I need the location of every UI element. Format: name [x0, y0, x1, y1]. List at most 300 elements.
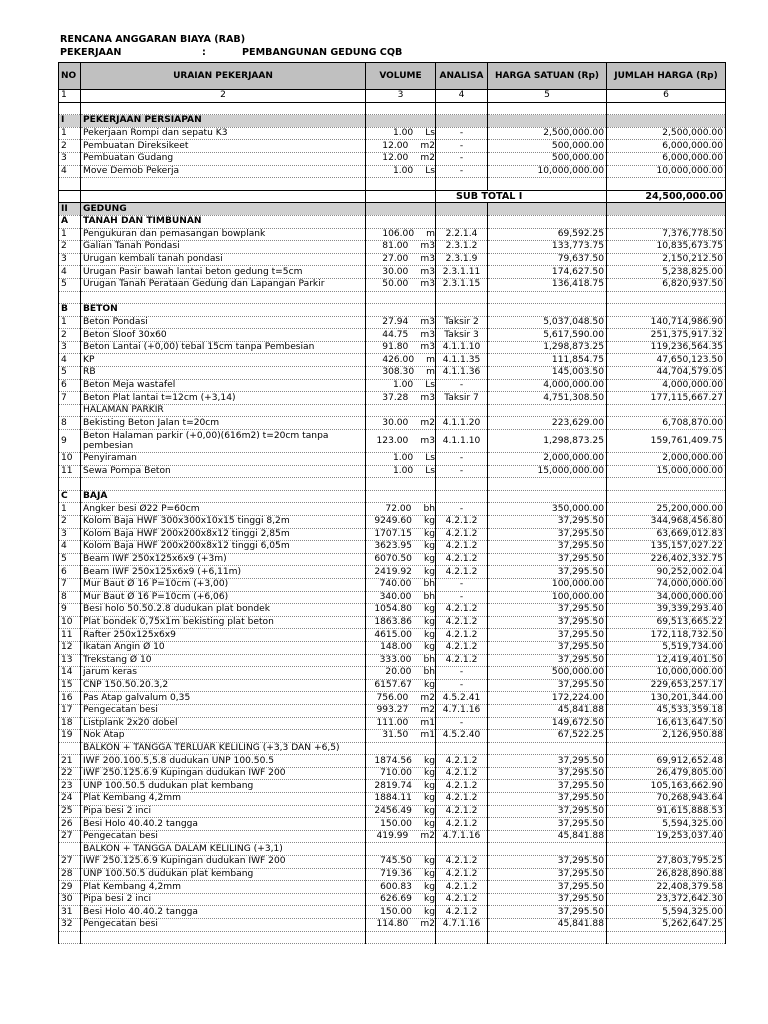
item-unit: m2 [420, 417, 435, 428]
item-volume [366, 341, 436, 354]
item-volume [366, 316, 436, 329]
item-unit: kg [423, 856, 435, 867]
item-unit: m3 [420, 254, 435, 265]
item-harga-satuan: 37,295.50 [488, 868, 607, 881]
table-row [59, 430, 726, 453]
item-analisa: 4.7.1.16 [436, 919, 488, 932]
item-desc: Beton Halaman parkir (+0,00)(616m2) t=20cm tanpa pembesian [81, 430, 366, 453]
item-desc: Beton Meja wastafel [81, 379, 366, 392]
table-row [59, 830, 726, 843]
item-unit: m2 [420, 153, 435, 164]
item-harga-satuan [488, 742, 607, 755]
item-volume-value: 27.00 [382, 254, 409, 265]
item-unit: m3 [420, 241, 435, 252]
item-jumlah-harga: 26,828,890.88 [607, 868, 726, 881]
item-unit: kg [423, 818, 435, 829]
header-jumlah-harga: JUMLAH HARGA (Rp) [607, 63, 726, 90]
section-empty-cell [607, 215, 726, 228]
item-no: 17 [59, 704, 81, 717]
item-volume [366, 679, 436, 692]
item-volume [366, 392, 436, 405]
item-harga-satuan: 45,841.88 [488, 704, 607, 717]
colnum-4: 4 [436, 90, 488, 103]
item-unit: m [426, 367, 435, 378]
item-volume-value: 756.00 [376, 692, 409, 703]
item-desc: Pipa besi 2 inci [81, 805, 366, 818]
section-empty-cell [607, 115, 726, 128]
item-harga-satuan: 133,773.75 [488, 241, 607, 254]
item-no: 14 [59, 667, 81, 680]
item-unit: Ls [425, 453, 435, 464]
table-row [59, 679, 726, 692]
section-title: TANAH DAN TIMBUNAN [81, 215, 366, 228]
colnum-3: 3 [366, 90, 436, 103]
item-harga-satuan [488, 843, 607, 856]
item-no: 8 [59, 591, 81, 604]
item-desc: Trekstang Ø 10 [81, 654, 366, 667]
item-no: 29 [59, 881, 81, 894]
item-volume-value: 12.00 [382, 153, 409, 164]
item-jumlah-harga: 5,262,647.25 [607, 919, 726, 932]
rab-table [58, 62, 726, 944]
item-desc: Plat Kembang 4,2mm [81, 793, 366, 806]
subtotal-label: SUB TOTAL I [436, 190, 607, 203]
item-analisa [436, 843, 488, 856]
section-empty-cell [436, 215, 488, 228]
item-unit: m3 [420, 435, 435, 446]
item-unit: kg [423, 793, 435, 804]
item-no: 10 [59, 453, 81, 466]
colnum-2: 2 [81, 90, 366, 103]
item-volume [366, 704, 436, 717]
item-harga-satuan: 500,000.00 [488, 140, 607, 153]
item-volume [366, 893, 436, 906]
table-row [59, 553, 726, 566]
item-jumlah-harga: 25,200,000.00 [607, 503, 726, 516]
table-row [59, 516, 726, 529]
item-no: 27 [59, 856, 81, 869]
pekerjaan-line [60, 47, 403, 58]
blank-cell [607, 102, 726, 115]
item-desc: Pengecatan besi [81, 919, 366, 932]
item-volume [366, 767, 436, 780]
item-desc: Pembuatan Gudang [81, 152, 366, 165]
blank-cell [607, 291, 726, 304]
item-harga-satuan: 67,522.25 [488, 730, 607, 743]
blank-cell [366, 291, 436, 304]
item-volume-value: 719.36 [380, 868, 412, 879]
item-analisa [436, 404, 488, 417]
item-volume [366, 717, 436, 730]
blank-row [59, 478, 726, 491]
item-volume [366, 241, 436, 254]
blank-cell [607, 931, 726, 944]
item-volume [366, 528, 436, 541]
item-no: 7 [59, 578, 81, 591]
item-harga-satuan: 1,298,873.25 [488, 430, 607, 453]
item-volume [366, 566, 436, 579]
item-harga-satuan: 4,751,308.50 [488, 392, 607, 405]
item-jumlah-harga: 19,253,037.40 [607, 830, 726, 843]
item-jumlah-harga: 69,912,652.48 [607, 755, 726, 768]
item-harga-satuan: 100,000.00 [488, 591, 607, 604]
table-row [59, 755, 726, 768]
subtotal-empty-cell [81, 190, 366, 203]
pekerjaan-colon: : [202, 47, 206, 58]
blank-cell [366, 102, 436, 115]
item-volume [366, 140, 436, 153]
item-harga-satuan: 1,298,873.25 [488, 341, 607, 354]
blank-cell [436, 178, 488, 191]
item-jumlah-harga: 16,613,647.50 [607, 717, 726, 730]
item-unit: kg [423, 566, 435, 577]
item-jumlah-harga: 10,835,673.75 [607, 241, 726, 254]
item-desc: Pengukuran dan pemasangan bowplank [81, 228, 366, 241]
item-volume-value: 710.00 [380, 768, 412, 779]
item-volume-value: 31.50 [382, 730, 409, 741]
item-analisa: 4.2.1.2 [436, 805, 488, 818]
table-body [59, 102, 726, 944]
item-jumlah-harga: 2,000,000.00 [607, 453, 726, 466]
item-analisa: Taksir 7 [436, 392, 488, 405]
item-desc: HALAMAN PARKIR [81, 404, 366, 417]
item-unit: m3 [420, 279, 435, 290]
document-title: RENCANA ANGGARAN BIAYA (RAB) [60, 34, 246, 45]
item-analisa: 4.2.1.2 [436, 604, 488, 617]
item-analisa: 4.2.1.2 [436, 654, 488, 667]
item-volume-value: 1054.80 [374, 604, 412, 615]
table-row [59, 868, 726, 881]
item-unit: m2 [420, 705, 435, 716]
item-volume-value: 27.94 [382, 316, 409, 327]
item-volume-value: 106.00 [382, 228, 415, 239]
item-no: 15 [59, 679, 81, 692]
table-row [59, 266, 726, 279]
item-volume-value: 1863.86 [374, 617, 412, 628]
item-jumlah-harga: 6,820,937.50 [607, 278, 726, 291]
item-harga-satuan: 37,295.50 [488, 881, 607, 894]
item-jumlah-harga: 344,968,456.80 [607, 516, 726, 529]
item-unit: kg [423, 881, 435, 892]
item-no: 16 [59, 692, 81, 705]
item-unit: kg [423, 642, 435, 653]
item-volume-value: 426.00 [382, 354, 415, 365]
item-volume [366, 604, 436, 617]
table-row [59, 742, 726, 755]
section-empty-cell [436, 115, 488, 128]
item-desc: Plat Kembang 4,2mm [81, 881, 366, 894]
item-no: 12 [59, 641, 81, 654]
item-harga-satuan: 2,500,000.00 [488, 127, 607, 140]
item-harga-satuan: 37,295.50 [488, 566, 607, 579]
item-jumlah-harga: 91,615,888.53 [607, 805, 726, 818]
item-no: 8 [59, 417, 81, 430]
item-analisa: 4.1.1.10 [436, 341, 488, 354]
item-jumlah-harga: 63,669,012.83 [607, 528, 726, 541]
item-harga-satuan: 37,295.50 [488, 541, 607, 554]
item-no: 28 [59, 868, 81, 881]
item-no: 1 [59, 316, 81, 329]
table-row [59, 341, 726, 354]
subtotal-empty-cell [59, 190, 81, 203]
item-analisa: - [436, 140, 488, 153]
item-volume [366, 578, 436, 591]
item-jumlah-harga: 130,201,344.00 [607, 692, 726, 705]
item-analisa: 4.2.1.2 [436, 818, 488, 831]
item-jumlah-harga [607, 843, 726, 856]
item-no: 23 [59, 780, 81, 793]
table-row [59, 906, 726, 919]
section-row [59, 490, 726, 503]
section-empty-cell [488, 115, 607, 128]
item-no: 18 [59, 717, 81, 730]
table-row [59, 152, 726, 165]
item-jumlah-harga: 226,402,332.75 [607, 553, 726, 566]
section-title: BETON [81, 304, 366, 317]
item-unit: m2 [420, 919, 435, 930]
item-analisa: - [436, 679, 488, 692]
item-unit: bh [423, 667, 435, 678]
item-volume-value: 600.83 [380, 881, 412, 892]
section-no: C [59, 490, 81, 503]
item-harga-satuan: 136,418.75 [488, 278, 607, 291]
item-jumlah-harga: 26,479,805.00 [607, 767, 726, 780]
item-analisa: 4.2.1.2 [436, 906, 488, 919]
item-desc: Besi Holo 40.40.2 tangga [81, 906, 366, 919]
item-analisa: 4.2.1.2 [436, 641, 488, 654]
table-row [59, 241, 726, 254]
item-no: 4 [59, 354, 81, 367]
item-no: 30 [59, 893, 81, 906]
item-jumlah-harga: 140,714,986.90 [607, 316, 726, 329]
item-jumlah-harga: 47,650,123.50 [607, 354, 726, 367]
section-empty-cell [488, 215, 607, 228]
item-harga-satuan: 79,637.50 [488, 253, 607, 266]
item-no: 3 [59, 528, 81, 541]
section-empty-cell [366, 304, 436, 317]
item-no: 1 [59, 127, 81, 140]
table-row [59, 404, 726, 417]
item-desc: Angker besi Ø22 P=60cm [81, 503, 366, 516]
item-jumlah-harga: 119,236,564.35 [607, 341, 726, 354]
section-title: PEKERJAAN PERSIAPAN [81, 115, 366, 128]
section-empty-cell [436, 203, 488, 216]
item-desc: KP [81, 354, 366, 367]
item-desc: Mur Baut Ø 16 P=10cm (+3,00) [81, 578, 366, 591]
blank-cell [81, 178, 366, 191]
item-volume [366, 654, 436, 667]
item-no: 4 [59, 165, 81, 178]
item-volume [366, 266, 436, 279]
item-volume-value: 1.00 [392, 465, 414, 476]
item-unit: kg [423, 528, 435, 539]
item-volume-value: 72.00 [385, 503, 412, 514]
item-harga-satuan: 37,295.50 [488, 856, 607, 869]
blank-cell [488, 478, 607, 491]
item-volume [366, 165, 436, 178]
item-jumlah-harga: 229,653,257.17 [607, 679, 726, 692]
item-volume-value: 9249.60 [374, 516, 412, 527]
item-no: 5 [59, 278, 81, 291]
item-jumlah-harga: 10,000,000.00 [607, 667, 726, 680]
blank-cell [366, 478, 436, 491]
item-volume [366, 152, 436, 165]
blank-cell [488, 931, 607, 944]
item-jumlah-harga: 6,000,000.00 [607, 140, 726, 153]
item-volume-value: 148.00 [380, 642, 412, 653]
item-volume-value: 20.00 [385, 667, 412, 678]
item-analisa: 2.3.1.11 [436, 266, 488, 279]
item-desc: Beton Sloof 30x60 [81, 329, 366, 342]
item-volume-value: 2819.74 [374, 780, 412, 791]
item-volume [366, 805, 436, 818]
item-analisa: 2.3.1.15 [436, 278, 488, 291]
item-analisa: 4.2.1.2 [436, 881, 488, 894]
item-harga-satuan: 223,629.00 [488, 417, 607, 430]
table-row [59, 329, 726, 342]
item-analisa [436, 742, 488, 755]
table-header-row [59, 63, 726, 90]
item-volume-value: 6157.67 [374, 680, 412, 691]
item-desc: BALKON + TANGGA TERLUAR KELILING (+3,3 DAN +6,5) [81, 742, 366, 755]
item-analisa: 4.2.1.2 [436, 767, 488, 780]
item-jumlah-harga: 45,533,359.18 [607, 704, 726, 717]
item-analisa: 4.2.1.2 [436, 793, 488, 806]
item-analisa: 4.2.1.2 [436, 780, 488, 793]
table-row [59, 730, 726, 743]
item-desc: Pengecatan besi [81, 830, 366, 843]
item-jumlah-harga: 69,513,665.22 [607, 616, 726, 629]
table-row [59, 465, 726, 478]
item-no: 10 [59, 616, 81, 629]
item-jumlah-harga: 22,408,379.58 [607, 881, 726, 894]
item-jumlah-harga: 5,238,825.00 [607, 266, 726, 279]
blank-cell [366, 178, 436, 191]
item-jumlah-harga: 5,594,325.00 [607, 906, 726, 919]
item-unit: m1 [420, 730, 435, 741]
item-no: 19 [59, 730, 81, 743]
item-unit: bh [423, 503, 435, 514]
item-volume-value: 123.00 [376, 435, 409, 446]
item-unit: bh [423, 579, 435, 590]
item-jumlah-harga: 90,252,002.04 [607, 566, 726, 579]
item-desc: Ikatan Angin Ø 10 [81, 641, 366, 654]
item-desc: UNP 100.50.5 dudukan plat kembang [81, 780, 366, 793]
item-volume-value: 150.00 [380, 906, 412, 917]
item-volume [366, 793, 436, 806]
item-volume [366, 868, 436, 881]
blank-row [59, 291, 726, 304]
item-harga-satuan: 45,841.88 [488, 830, 607, 843]
item-harga-satuan: 4,000,000.00 [488, 379, 607, 392]
item-no: 5 [59, 367, 81, 380]
item-volume-value: 1.00 [392, 128, 414, 139]
item-volume-value: 1.00 [392, 379, 414, 390]
item-analisa: - [436, 152, 488, 165]
item-analisa: - [436, 503, 488, 516]
table-row [59, 717, 726, 730]
table-row [59, 604, 726, 617]
item-volume-value: 12.00 [382, 140, 409, 151]
item-volume [366, 881, 436, 894]
item-volume [366, 906, 436, 919]
item-desc: IWF 200.100.5,5.8 dudukan UNP 100.50.5 [81, 755, 366, 768]
item-no: 3 [59, 341, 81, 354]
item-no: 6 [59, 566, 81, 579]
table-row [59, 140, 726, 153]
item-volume [366, 692, 436, 705]
item-desc: Kolom Baja HWF 200x200x8x12 tinggi 6,05m [81, 541, 366, 554]
item-harga-satuan: 37,295.50 [488, 793, 607, 806]
section-empty-cell [436, 490, 488, 503]
item-unit: kg [423, 768, 435, 779]
blank-cell [59, 931, 81, 944]
table-row [59, 253, 726, 266]
blank-cell [488, 178, 607, 191]
item-no: 26 [59, 818, 81, 831]
item-unit: kg [423, 868, 435, 879]
item-harga-satuan: 500,000.00 [488, 667, 607, 680]
item-unit: m3 [420, 392, 435, 403]
blank-cell [81, 931, 366, 944]
item-analisa: - [436, 578, 488, 591]
item-unit: m2 [420, 140, 435, 151]
item-analisa: - [436, 453, 488, 466]
item-harga-satuan: 350,000.00 [488, 503, 607, 516]
item-volume-value: 114.80 [376, 919, 409, 930]
item-jumlah-harga: 5,519,734.00 [607, 641, 726, 654]
item-analisa: 4.2.1.2 [436, 553, 488, 566]
item-unit: kg [423, 680, 435, 691]
item-volume [366, 541, 436, 554]
item-desc: Urugan kembali tanah pondasi [81, 253, 366, 266]
table-row [59, 654, 726, 667]
blank-cell [436, 931, 488, 944]
item-analisa: Taksir 3 [436, 329, 488, 342]
item-desc: BALKON + TANGGA DALAM KELILING (+3,1) [81, 843, 366, 856]
item-volume [366, 591, 436, 604]
item-analisa: - [436, 379, 488, 392]
item-analisa: 4.2.1.2 [436, 566, 488, 579]
item-harga-satuan: 111,854.75 [488, 354, 607, 367]
table-row [59, 165, 726, 178]
item-jumlah-harga: 2,500,000.00 [607, 127, 726, 140]
header-harga-satuan: HARGA SATUAN (Rp) [488, 63, 607, 90]
table-row [59, 692, 726, 705]
blank-cell [436, 478, 488, 491]
item-volume-value: 111.00 [376, 717, 409, 728]
item-volume [366, 919, 436, 932]
item-no: 27 [59, 830, 81, 843]
table-row [59, 392, 726, 405]
section-no: II [59, 203, 81, 216]
item-jumlah-harga: 10,000,000.00 [607, 165, 726, 178]
section-empty-cell [488, 304, 607, 317]
item-harga-satuan [488, 404, 607, 417]
item-volume-value: 30.00 [382, 266, 409, 277]
blank-cell [59, 102, 81, 115]
item-volume-value: 740.00 [379, 579, 412, 590]
table-row [59, 528, 726, 541]
item-analisa: 4.2.1.2 [436, 868, 488, 881]
item-volume-value: 2456.49 [374, 805, 412, 816]
item-unit: kg [423, 516, 435, 527]
item-desc: Kolom Baja HWF 300x300x10x15 tinggi 8,2m [81, 516, 366, 529]
item-jumlah-harga: 12,419,401.50 [607, 654, 726, 667]
item-harga-satuan: 15,000,000.00 [488, 465, 607, 478]
item-jumlah-harga: 70,268,943.64 [607, 793, 726, 806]
item-analisa: 2.2.1.4 [436, 228, 488, 241]
